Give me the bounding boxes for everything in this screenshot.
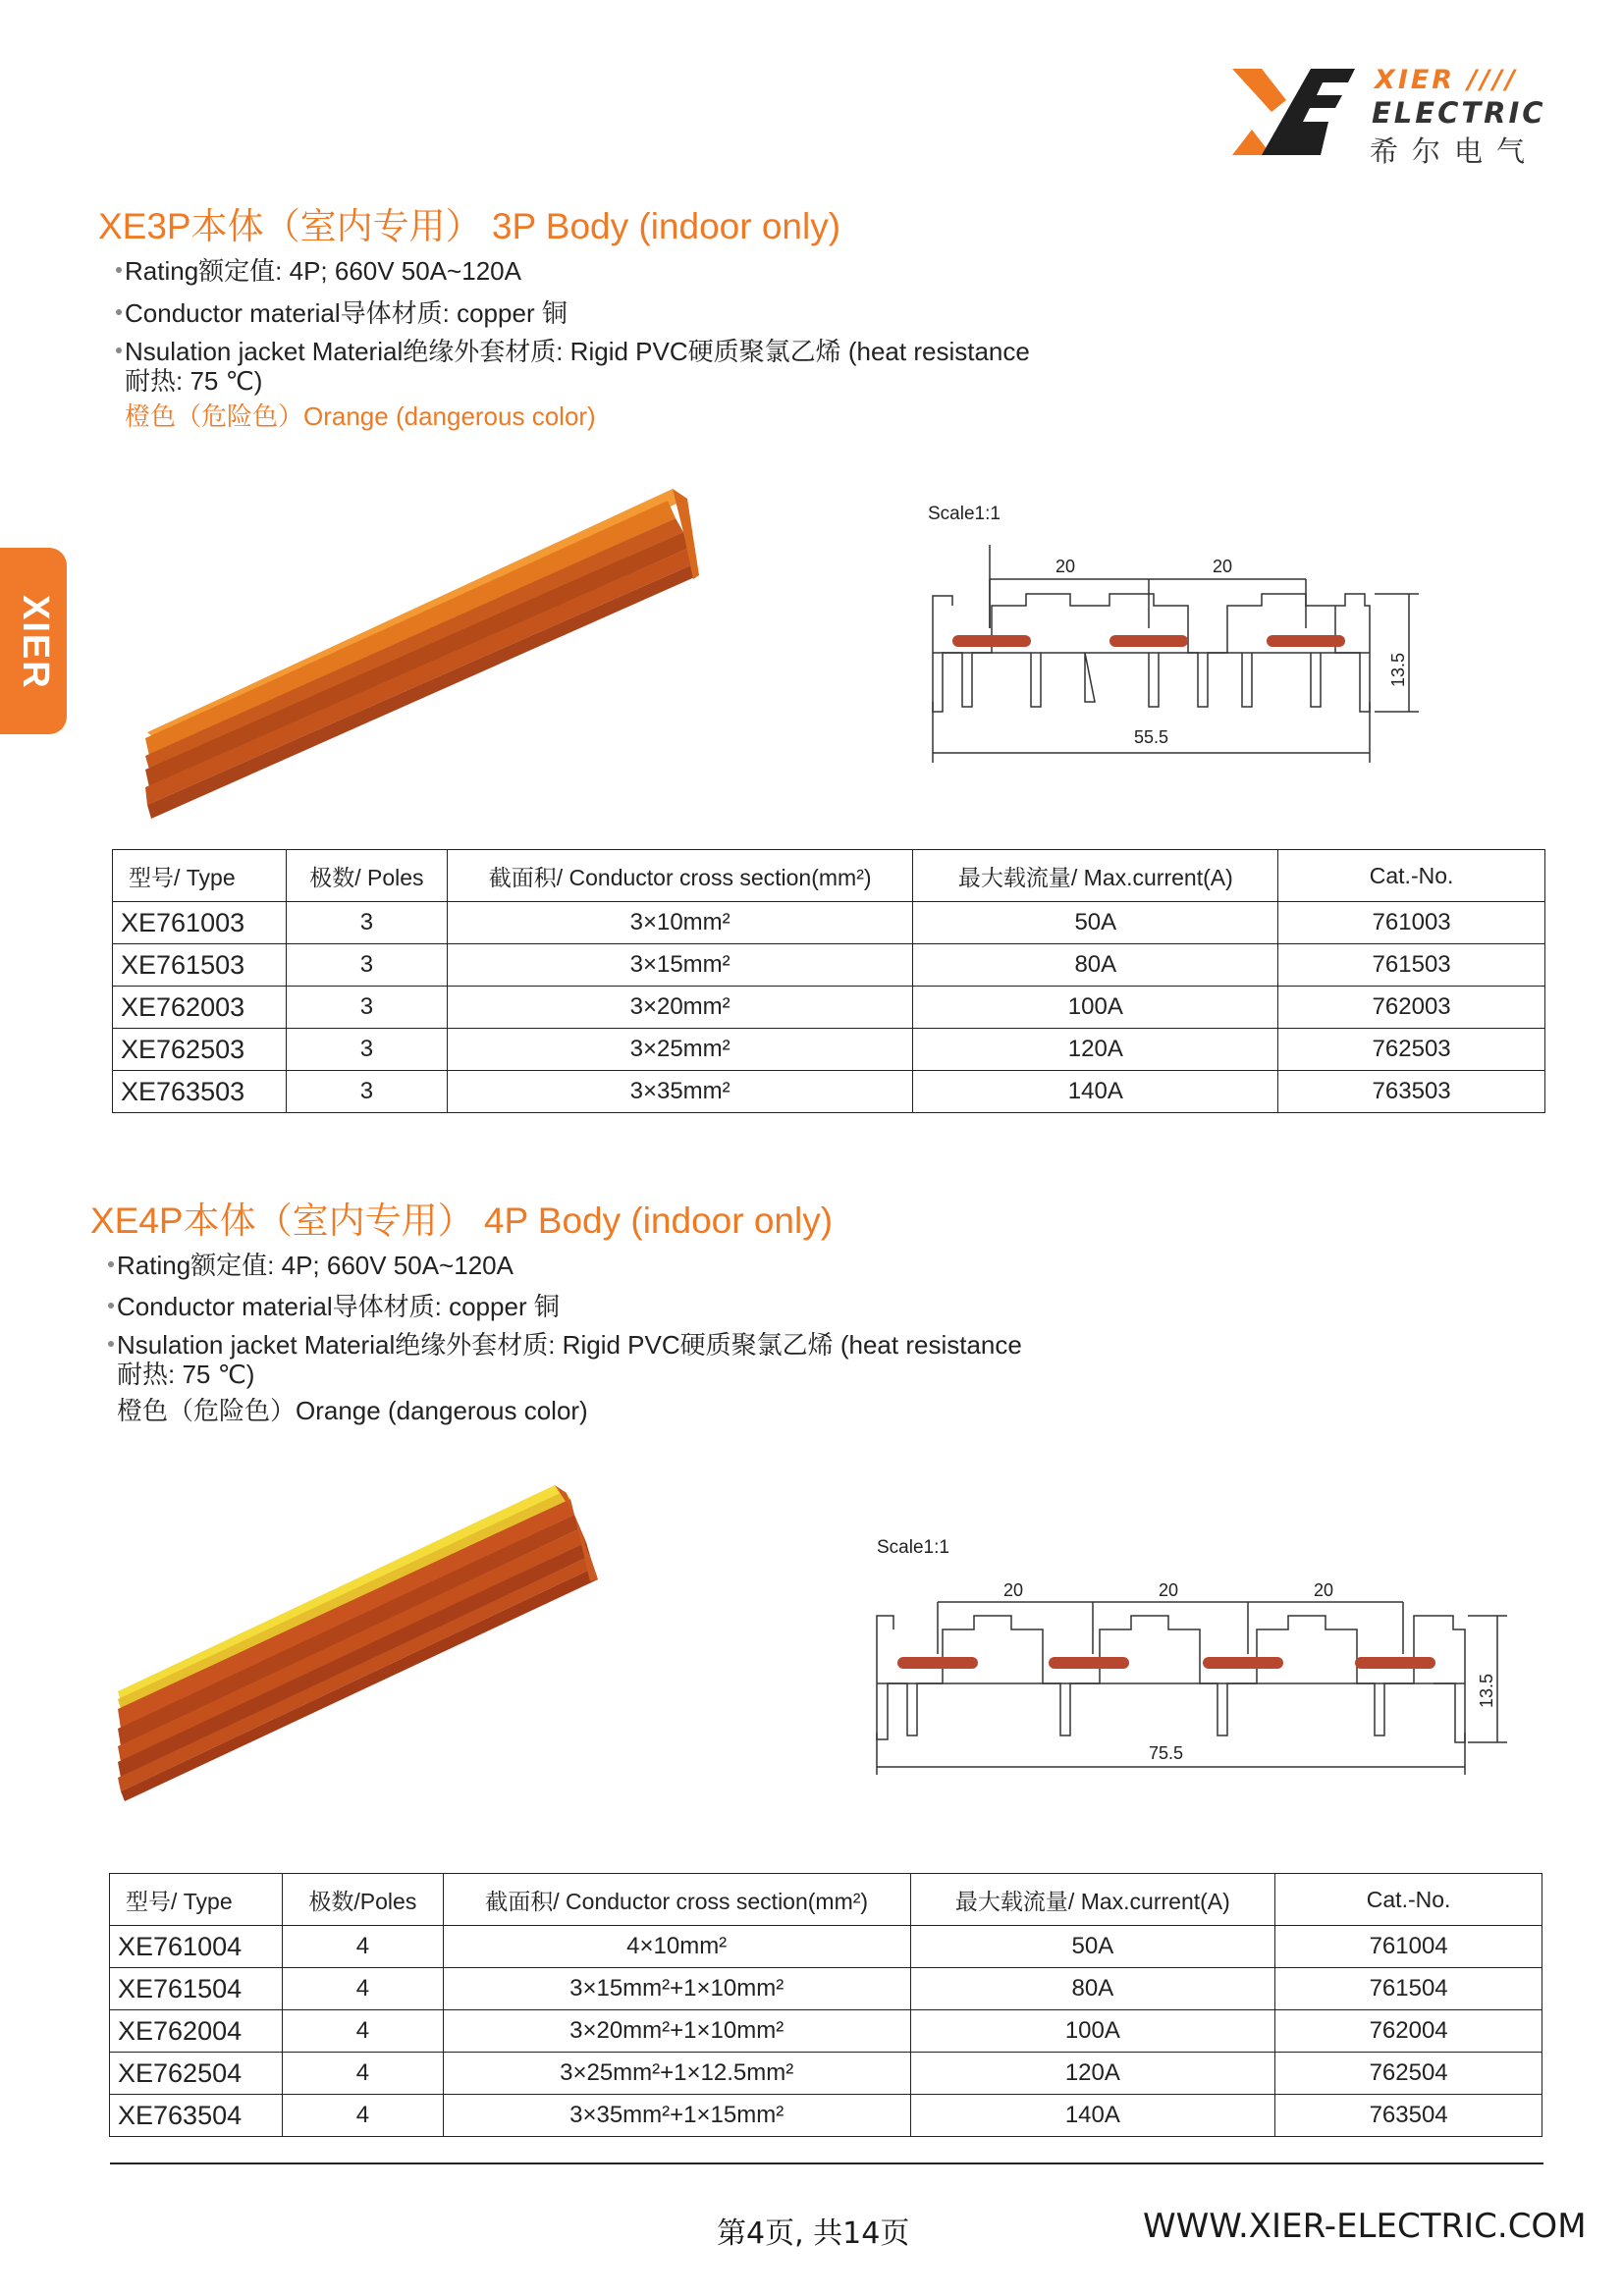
cell-max-current: 100A bbox=[913, 987, 1278, 1029]
spec-rating bbox=[117, 1246, 514, 1282]
spec-conductor bbox=[125, 294, 568, 330]
cell-type: XE763503 bbox=[113, 1071, 287, 1113]
cell-max-current: 80A bbox=[913, 944, 1278, 987]
cell-type: XE762504 bbox=[110, 2053, 283, 2095]
cell-max-current: 120A bbox=[910, 2053, 1275, 2095]
header-type: 型号/ Type bbox=[110, 1874, 283, 1926]
cell-cat-no: 762504 bbox=[1275, 2053, 1542, 2095]
table-row bbox=[113, 902, 1545, 944]
drawing-4p-scale: Scale1:1 bbox=[877, 1537, 949, 1558]
table-4p bbox=[109, 1873, 1542, 2137]
cell-max-current: 50A bbox=[910, 1926, 1275, 1968]
brand-name-bottom: ELECTRIC bbox=[1372, 96, 1546, 130]
header-cross-section: 截面积/ Conductor cross section(mm²) bbox=[443, 1874, 910, 1926]
cell-cross-section: 3×20mm² bbox=[447, 987, 913, 1029]
table-row bbox=[113, 944, 1545, 987]
website-url: WWW.XIER-ELECTRIC.COM bbox=[1143, 2207, 1587, 2246]
cell-cross-section: 3×15mm² bbox=[447, 944, 913, 987]
cell-poles: 4 bbox=[282, 1926, 443, 1968]
cell-poles: 3 bbox=[286, 987, 447, 1029]
cell-max-current: 140A bbox=[913, 1071, 1278, 1113]
product-3p-image bbox=[137, 481, 746, 825]
cell-max-current: 50A bbox=[913, 902, 1278, 944]
cell-type: XE762503 bbox=[113, 1029, 287, 1071]
cell-cat-no: 761503 bbox=[1278, 944, 1545, 987]
spec-insulation-text: Nsulation jacket Material绝缘外套材质: Rigid PVC硬质聚氯乙烯 (heat resistance bbox=[117, 1330, 1022, 1360]
cell-type: XE761504 bbox=[110, 1968, 283, 2010]
table-row bbox=[113, 1029, 1545, 1071]
table-row bbox=[110, 2053, 1542, 2095]
cell-cross-section: 4×10mm² bbox=[443, 1926, 910, 1968]
spec-rating-text: Rating额定值: 4P; 660V 50A~120A bbox=[125, 256, 521, 286]
drawing-4p-width: 75.5 bbox=[1149, 1743, 1184, 1763]
footer-divider bbox=[110, 2163, 1543, 2164]
cell-max-current: 120A bbox=[913, 1029, 1278, 1071]
cell-type: XE761503 bbox=[113, 944, 287, 987]
header-cat-no: Cat.-No. bbox=[1275, 1874, 1542, 1926]
header-cross-section: 截面积/ Conductor cross section(mm²) bbox=[447, 850, 913, 902]
header-max-current: 最大载流量/ Max.current(A) bbox=[913, 850, 1278, 902]
brand-name-cn: 希尔电气 bbox=[1370, 134, 1540, 168]
table-row bbox=[110, 1926, 1542, 1968]
header-type: 型号/ Type bbox=[113, 850, 287, 902]
spec-color: 橙色（危险色）Orange (dangerous color) bbox=[125, 401, 596, 431]
drawing-4p-height: 13.5 bbox=[1477, 1673, 1496, 1708]
section-4p-title: XE4P本体（室内专用） 4P Body (indoor only) bbox=[90, 1201, 834, 1241]
brand-name-top: XIER //// bbox=[1375, 65, 1518, 95]
side-tab-label: XIER bbox=[15, 595, 56, 690]
cell-type: XE761003 bbox=[113, 902, 287, 944]
spec-conductor-text: Conductor material导体材质: copper 铜 bbox=[117, 1292, 560, 1321]
table-3p bbox=[112, 849, 1545, 1113]
cell-max-current: 80A bbox=[910, 1968, 1275, 2010]
cell-type: XE763504 bbox=[110, 2095, 283, 2137]
side-tab bbox=[0, 548, 67, 734]
drawing-3p-scale: Scale1:1 bbox=[928, 504, 1001, 524]
spec-conductor-text: Conductor material导体材质: copper 铜 bbox=[125, 298, 568, 328]
cell-type: XE762003 bbox=[113, 987, 287, 1029]
table-row bbox=[110, 2095, 1542, 2137]
cell-cat-no: 763504 bbox=[1275, 2095, 1542, 2137]
spec-insulation-text: Nsulation jacket Material绝缘外套材质: Rigid PVC硬质聚氯乙烯 (heat resistance bbox=[125, 337, 1030, 366]
spec-color: 橙色（危险色）Orange (dangerous color) bbox=[117, 1396, 588, 1425]
cell-cat-no: 762004 bbox=[1275, 2010, 1542, 2053]
spec-rating-text: Rating额定值: 4P; 660V 50A~120A bbox=[117, 1251, 514, 1280]
spec-heat: 耐热: 75 ℃) bbox=[117, 1360, 255, 1389]
table-header-row bbox=[110, 1874, 1542, 1926]
drawing-3p-pitch-2: 20 bbox=[1213, 557, 1233, 576]
cell-cross-section: 3×35mm² bbox=[447, 1071, 913, 1113]
cell-poles: 3 bbox=[286, 1071, 447, 1113]
cell-max-current: 100A bbox=[910, 2010, 1275, 2053]
cell-max-current: 140A bbox=[910, 2095, 1275, 2137]
drawing-3p-height: 13.5 bbox=[1388, 652, 1408, 687]
cell-poles: 3 bbox=[286, 944, 447, 987]
drawing-3p-width: 55.5 bbox=[1134, 727, 1169, 747]
cell-poles: 4 bbox=[282, 2010, 443, 2053]
cell-cross-section: 3×25mm²+1×12.5mm² bbox=[443, 2053, 910, 2095]
cell-type: XE761004 bbox=[110, 1926, 283, 1968]
cell-cross-section: 3×20mm²+1×10mm² bbox=[443, 2010, 910, 2053]
cell-type: XE762004 bbox=[110, 2010, 283, 2053]
drawing-4p-pitch-3: 20 bbox=[1314, 1580, 1334, 1600]
header-poles: 极数/ Poles bbox=[286, 850, 447, 902]
cell-poles: 4 bbox=[282, 2053, 443, 2095]
cell-poles: 3 bbox=[286, 1029, 447, 1071]
cell-cat-no: 762503 bbox=[1278, 1029, 1545, 1071]
product-4p-image bbox=[113, 1477, 643, 1811]
drawing-4p-pitch-2: 20 bbox=[1159, 1580, 1179, 1600]
cell-poles: 4 bbox=[282, 2095, 443, 2137]
cell-cat-no: 761003 bbox=[1278, 902, 1545, 944]
table-row bbox=[113, 1071, 1545, 1113]
cell-poles: 3 bbox=[286, 902, 447, 944]
drawing-3p-cross-section bbox=[913, 545, 1424, 771]
cell-cat-no: 763503 bbox=[1278, 1071, 1545, 1113]
cell-cross-section: 3×25mm² bbox=[447, 1029, 913, 1071]
spec-conductor bbox=[117, 1287, 560, 1323]
page-number: 第4页, 共14页 bbox=[717, 2216, 910, 2251]
cell-cat-no: 761504 bbox=[1275, 1968, 1542, 2010]
table-row bbox=[110, 1968, 1542, 2010]
spec-rating bbox=[125, 251, 521, 288]
spec-heat: 耐热: 75 ℃) bbox=[125, 366, 263, 396]
drawing-3p-pitch-1: 20 bbox=[1055, 557, 1076, 576]
cell-cross-section: 3×35mm²+1×15mm² bbox=[443, 2095, 910, 2137]
section-3p-title: XE3P本体（室内专用） 3P Body (indoor only) bbox=[98, 206, 841, 246]
cell-cat-no: 761004 bbox=[1275, 1926, 1542, 1968]
cell-cat-no: 762003 bbox=[1278, 987, 1545, 1029]
table-header-row bbox=[113, 850, 1545, 902]
table-row bbox=[113, 987, 1545, 1029]
cell-cross-section: 3×10mm² bbox=[447, 902, 913, 944]
header-poles: 极数/Poles bbox=[282, 1874, 443, 1926]
header-cat-no: Cat.-No. bbox=[1278, 850, 1545, 902]
brand-logo bbox=[1232, 61, 1546, 169]
drawing-4p-cross-section bbox=[864, 1580, 1512, 1787]
cell-cross-section: 3×15mm²+1×10mm² bbox=[443, 1968, 910, 2010]
header-max-current: 最大载流量/ Max.current(A) bbox=[910, 1874, 1275, 1926]
drawing-4p-pitch-1: 20 bbox=[1003, 1580, 1024, 1600]
cell-poles: 4 bbox=[282, 1968, 443, 2010]
table-row bbox=[110, 2010, 1542, 2053]
